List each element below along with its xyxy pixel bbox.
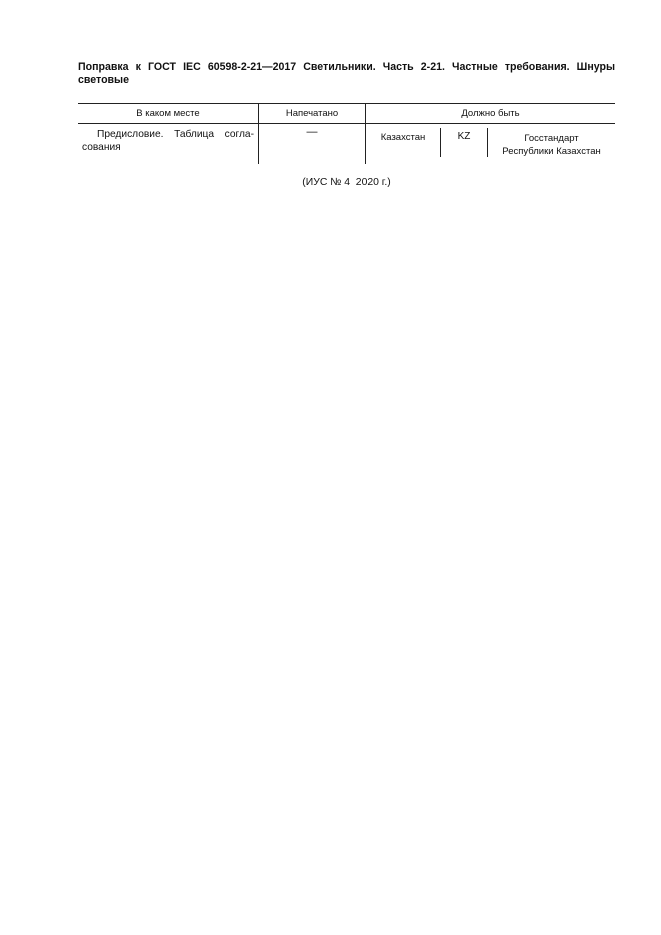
publication-reference: (ИУС № 4 2020 г.) xyxy=(302,177,391,188)
header-place: В каком месте xyxy=(136,108,200,119)
table-header-rule xyxy=(78,123,615,124)
cell-country: Казахстан xyxy=(380,132,426,143)
cell-country-code: KZ xyxy=(457,131,471,142)
document-heading: Поправка к ГОСТ IEC 60598-2-21—2017 Светильники. Часть 2-21. Частные требования. Шнуры световые xyxy=(78,61,615,86)
correction-table xyxy=(78,103,615,164)
cell-place: Предисловие. Таблица согла-сования xyxy=(82,129,254,153)
cell-organization xyxy=(488,132,615,158)
table-top-rule xyxy=(78,103,615,104)
organization-line-2: Республики Казахстан xyxy=(502,146,601,157)
header-printed: Напечатано xyxy=(285,108,339,119)
organization-line-1: Госстандарт xyxy=(524,133,579,144)
header-should-be: Должно быть xyxy=(461,108,520,119)
cell-printed: — xyxy=(306,126,318,138)
